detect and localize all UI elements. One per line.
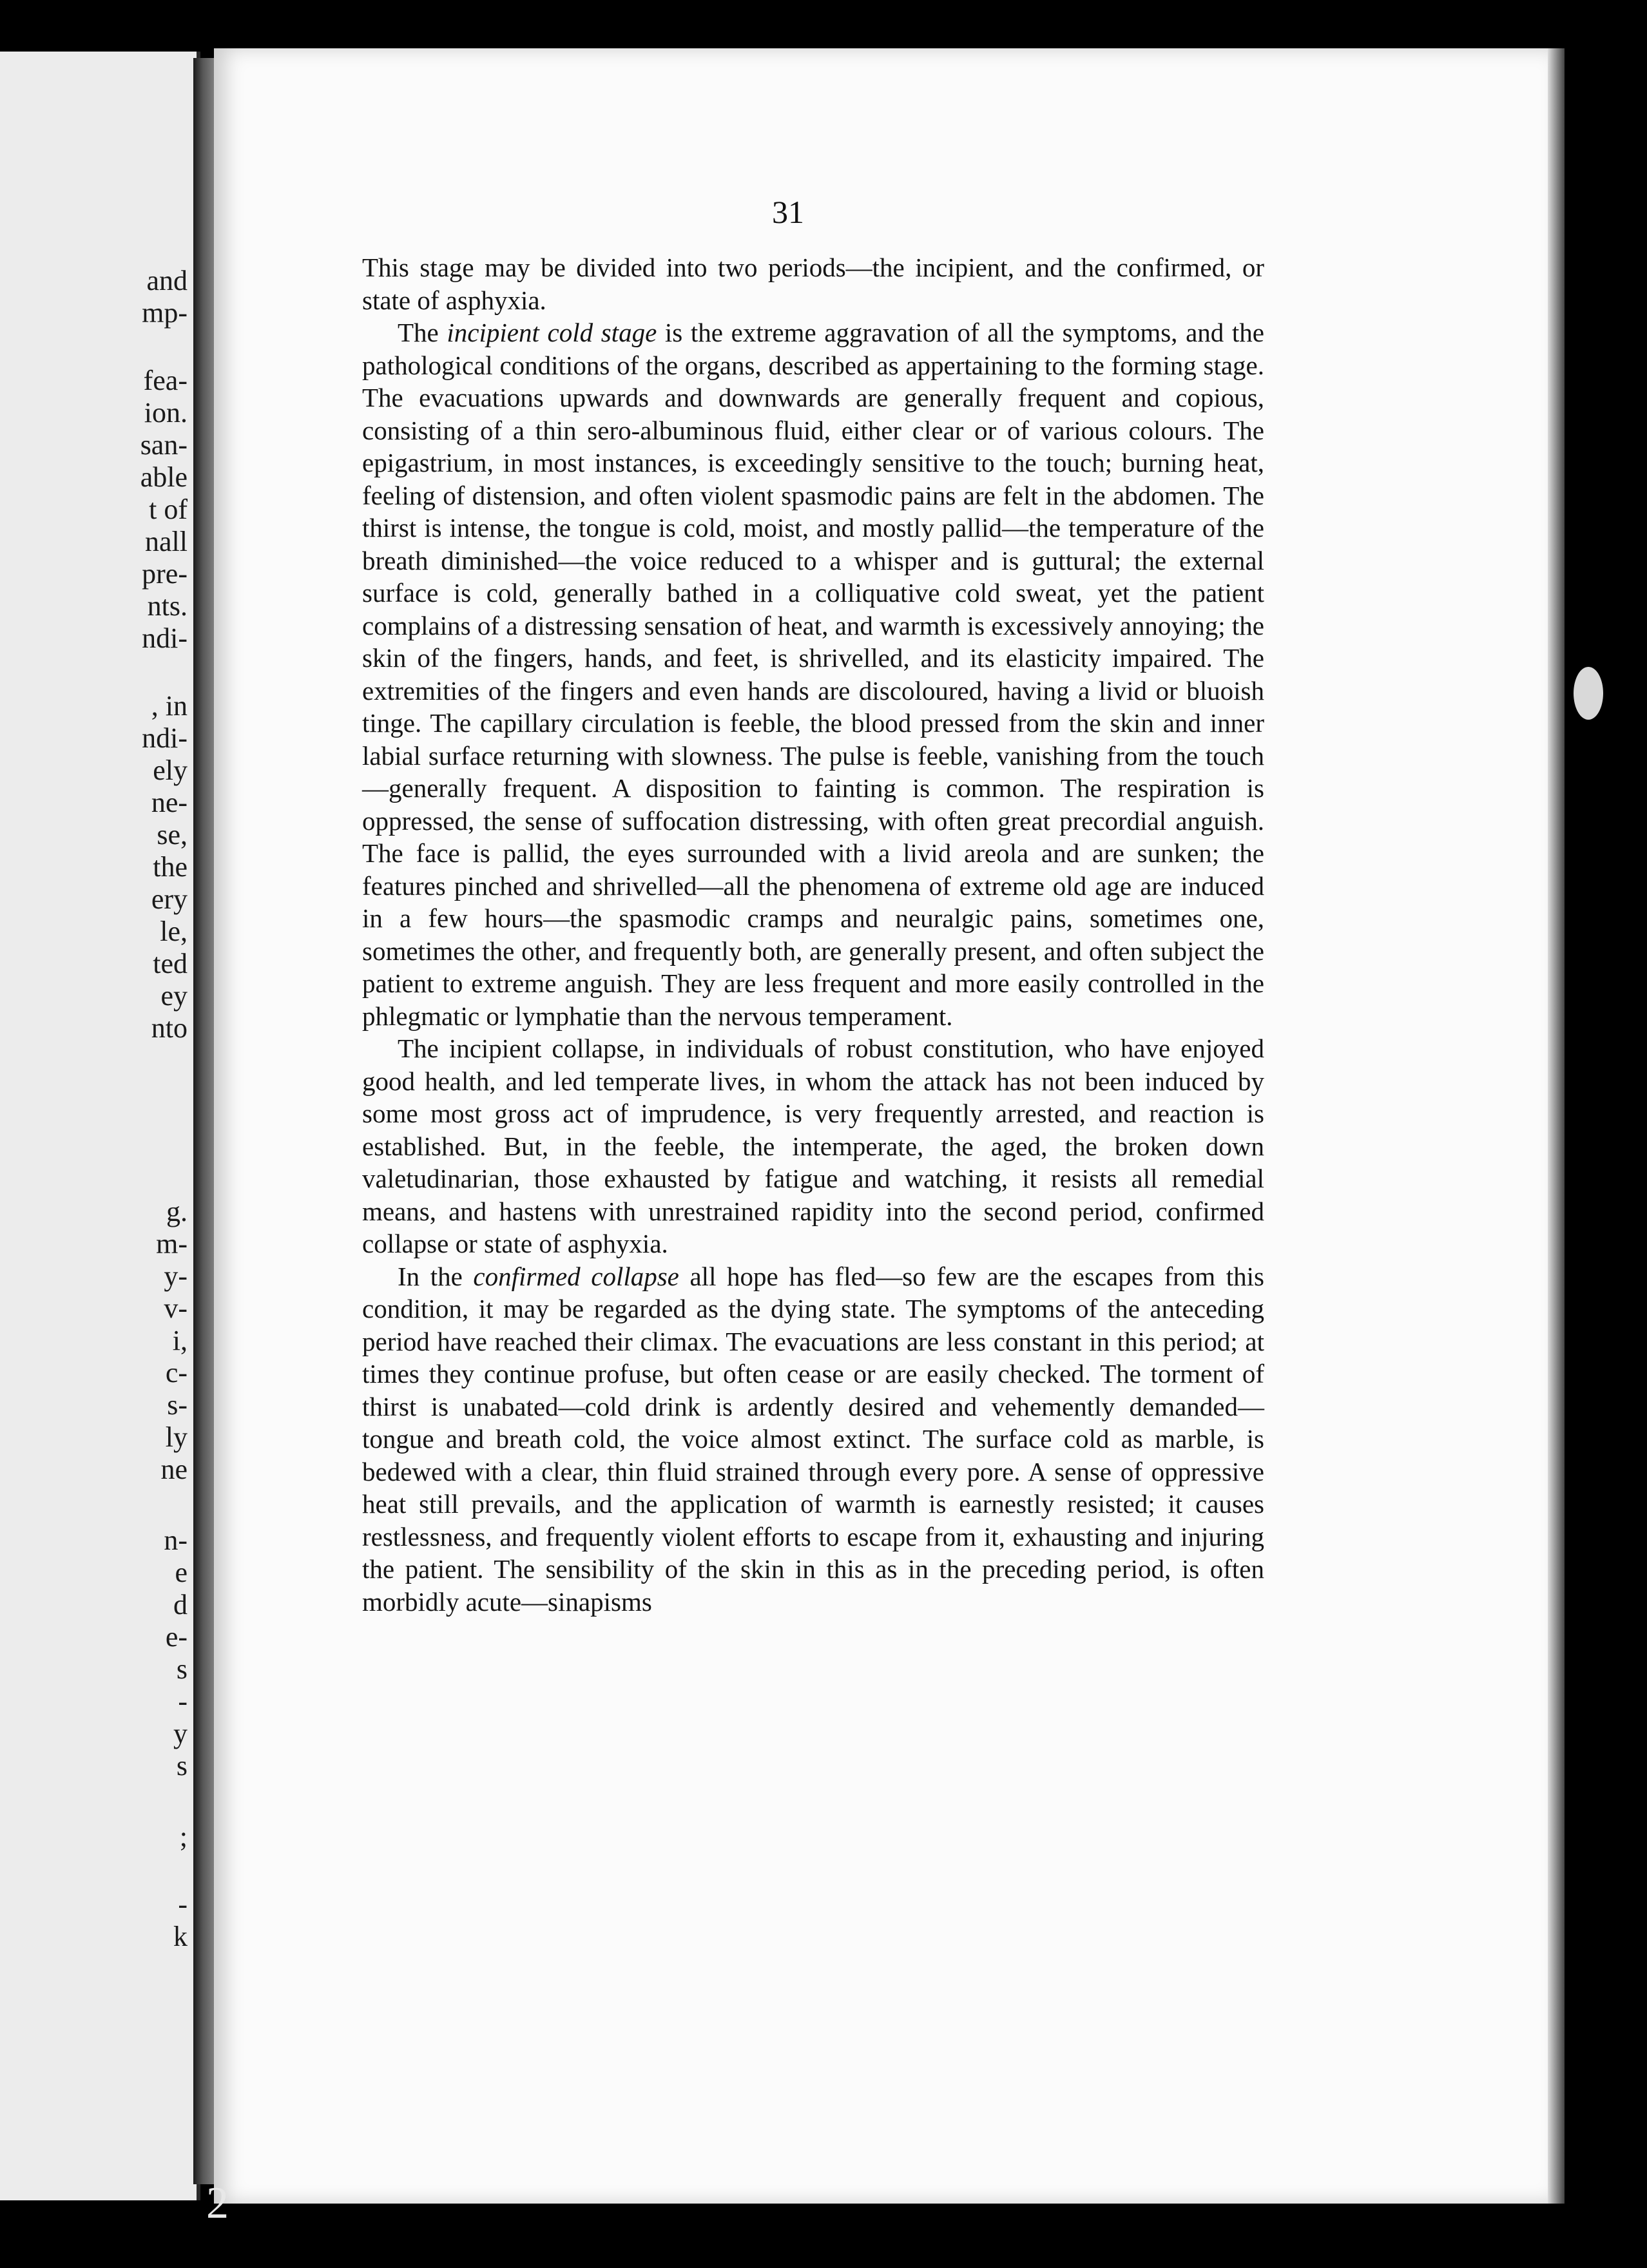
line-fragment: - [178,1888,188,1920]
line-fragment: s [176,1653,188,1685]
paragraph: The incipient cold stage is the extreme aggravation of all the symptoms, and the pathological conditions of the organs, described as appertaining to the forming stage. The evacuations upwards and downwards are generally frequent and copious, consisting of a thin sero-albuminous fluid, either clear or of various colours. The epigastrium, in most instances, is exceedingly sensitive to the touch; burning heat, feeling of distension, and often violent spasmodic pains are felt in the abdomen. The thirst is intense, the tongue is cold, moist, and mostly pallid—the temperature of the breath diminished—the voice reduced to a whisper and is guttural; the external surface is cold, generally bathed in a colliquative cold sweat, yet the patient complains of a distressing sensation of heat, and warmth is excessively annoying; the skin of the fingers, hands, and feet, is shrivelled, and its elasticity impaired. The extremities of the fingers and even hands are discoloured, having a livid or bluoish tinge. The capillary circulation is feeble, the blood pressed from the skin and inner labial surface returning with slowness. The pulse is feeble, vanishing from the touch—generally frequent. A disposition to fainting is common. The respiration is oppressed, the sense of suffocation distressing, with often great precordial anguish. The face is pallid, the eyes surrounded with a livid areola and are sunken; the features pinched and shrivelled—all the phenomena of extreme old age are induced in a few hours—the spasmodic cramps and neuralgic pains, sometimes one, sometimes the other, and frequently both, are generally present, and often subject the patient to extreme anguish. They are less frequent and more easily controlled in the phlegmatic or lymphatie than the nervous temperament. [362,318,1264,1031]
line-fragment: v- [164,1293,188,1324]
italic-term: confirmed collapse [473,1261,679,1291]
paragraph: This stage may be divided into two periods—the incipient, and the confirmed, or state of asphyxia. [362,253,1264,315]
paper-blot [1574,667,1603,720]
page-number: 31 [772,194,804,230]
line-fragment: t of [149,494,188,525]
line-fragment: ndi- [142,722,188,754]
line-fragment: the [153,851,188,883]
line-fragment: san- [140,429,188,461]
line-fragment: s- [167,1389,188,1421]
line-fragment: se, [157,819,188,850]
line-fragment: k [173,1921,188,1952]
paragraph: The incipient collapse, in individuals of robust constitution, who have enjoyed good health, and led temperate lives, in whom the attack has not been induced by some most gross act of imprudence, is very frequently arrested, and reaction is established. But, in the feeble, the intemperate, the aged, the broken down valetudinarian, those exhausted by fatigue and watching, it resists all remedial means, and hastens with unrestrained rapidity into the second period, confirmed collapse or state of asphyxia. [362,1033,1264,1258]
italic-term: incipient cold stage [447,318,657,347]
line-fragment: - [178,1686,188,1717]
line-fragment: d [173,1589,188,1620]
line-fragment: e [175,1557,188,1588]
line-fragment: n- [164,1524,188,1556]
line-fragment: pre- [142,558,188,590]
line-fragment: nall [145,526,188,557]
bottom-margin-mark: 2 [206,2178,229,2228]
line-fragment: le, [160,916,188,947]
line-fragment: ted [153,948,188,979]
line-fragment: nto [151,1012,188,1044]
line-fragment: ely [153,754,188,786]
line-fragment: m- [156,1228,188,1260]
line-fragment: g. [166,1196,188,1227]
line-fragment: y- [164,1260,188,1292]
line-fragment: ly [165,1421,188,1453]
line-fragment: ery [151,883,188,915]
book-gutter [193,58,217,2184]
paragraph: In the confirmed collapse all hope has fled—so few are the escapes from this condition, it may be regarded as the dying state. The symptoms of the anteceding period have reached their climax. The evacuations are less constant in this period; at times they continue profuse, but often cease or are easily checked. The torment of thirst is unabated—cold drink is ardently desired and vehemently demanded—tongue and breath cold, the voice almost extinct. The surface cold as marble, is bedewed with a clear, thin fluid strained through every pore. A sense of oppressive heat still prevails, and the application of warmth is earnestly resisted; it causes restlessness, and frequently violent efforts to escape from it, exhausting and injuring the patient. The sensibility of the skin in this as in the preceding period, is often morbidly acute—sinapisms [362,1261,1264,1617]
line-fragment: fea- [143,365,188,396]
page-body-text [362,251,1264,1618]
line-fragment: mp- [142,297,188,329]
line-fragment: ne [160,1454,188,1485]
line-fragment: ne- [151,787,188,818]
line-fragment: e- [165,1621,188,1653]
line-fragment: i, [172,1325,188,1356]
line-fragment: c- [165,1357,188,1389]
line-fragment: y [173,1718,188,1749]
line-fragment: able [140,461,188,493]
line-fragment: ey [160,980,188,1012]
line-fragment: s [176,1750,188,1782]
line-fragment: nts. [147,590,188,622]
previous-page-fragment [0,52,200,2200]
line-fragment: ndi- [142,622,188,654]
line-fragment: ion. [144,397,188,428]
line-fragment: , in [151,690,188,722]
line-fragment: ; [179,1821,188,1852]
line-fragment: and [146,265,188,296]
page-edge-shadow [1548,48,1565,2204]
